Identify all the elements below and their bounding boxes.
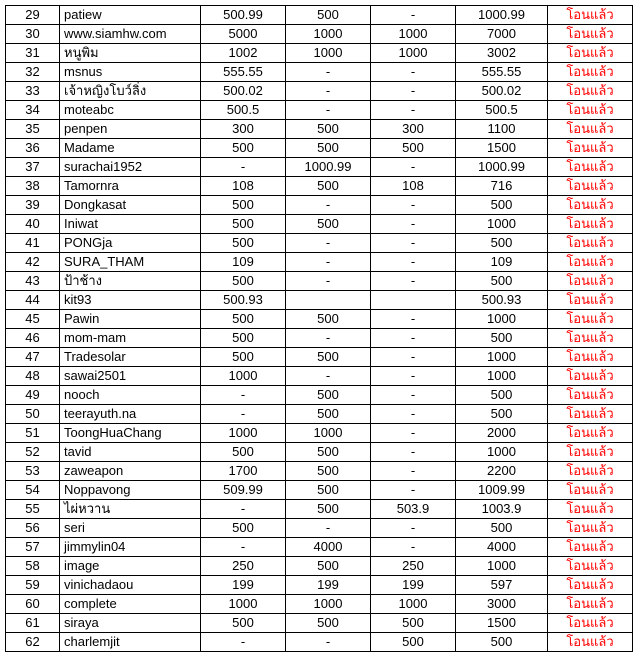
table-body (6, 6, 633, 652)
total-amount: 4000 (456, 538, 548, 557)
member-name: patiew (60, 6, 201, 25)
amount-3: - (371, 272, 456, 291)
total-amount: 500 (456, 234, 548, 253)
amount-2: - (286, 234, 371, 253)
total-amount: 1000.99 (456, 6, 548, 25)
amount-2: 1000 (286, 25, 371, 44)
amount-2: 4000 (286, 538, 371, 557)
amount-2: - (286, 519, 371, 538)
transfer-status: โอนแล้ว (548, 272, 633, 291)
member-name: Noppavong (60, 481, 201, 500)
amount-2: 1000 (286, 424, 371, 443)
amount-1: 500 (201, 139, 286, 158)
total-amount: 1500 (456, 139, 548, 158)
table-row (6, 405, 633, 424)
member-name: ป้าช้าง (60, 272, 201, 291)
member-name: penpen (60, 120, 201, 139)
member-name: หนูพิม (60, 44, 201, 63)
row-number: 51 (6, 424, 60, 443)
member-name: msnus (60, 63, 201, 82)
total-amount: 500 (456, 519, 548, 538)
amount-3: - (371, 443, 456, 462)
amount-3: - (371, 329, 456, 348)
member-name: surachai1952 (60, 158, 201, 177)
amount-3: 500 (371, 614, 456, 633)
amount-3: - (371, 367, 456, 386)
total-amount: 1000 (456, 367, 548, 386)
row-number: 46 (6, 329, 60, 348)
amount-1: - (201, 405, 286, 424)
amount-2: - (286, 82, 371, 101)
amount-1: 250 (201, 557, 286, 576)
amount-1: 109 (201, 253, 286, 272)
amount-1: 300 (201, 120, 286, 139)
amount-3: - (371, 82, 456, 101)
amount-2 (286, 291, 371, 310)
amount-2: 500 (286, 386, 371, 405)
amount-2: 500 (286, 405, 371, 424)
total-amount: 500 (456, 329, 548, 348)
member-name: zaweapon (60, 462, 201, 481)
amount-1: 1000 (201, 424, 286, 443)
member-name: ToongHuaChang (60, 424, 201, 443)
transfer-status: โอนแล้ว (548, 614, 633, 633)
amount-1: 500 (201, 443, 286, 462)
total-amount: 500.5 (456, 101, 548, 120)
transfer-status: โอนแล้ว (548, 6, 633, 25)
total-amount: 1100 (456, 120, 548, 139)
amount-2: - (286, 253, 371, 272)
table-row (6, 196, 633, 215)
table-row (6, 519, 633, 538)
amount-2: 500 (286, 310, 371, 329)
member-name: tavid (60, 443, 201, 462)
member-name: เจ้าหญิงโบว์ลิ่ง (60, 82, 201, 101)
table-row (6, 481, 633, 500)
transfer-status: โอนแล้ว (548, 25, 633, 44)
total-amount: 2000 (456, 424, 548, 443)
amount-3: 500 (371, 139, 456, 158)
amount-1: 500 (201, 215, 286, 234)
amount-3: 300 (371, 120, 456, 139)
table-row (6, 139, 633, 158)
amount-1: 1000 (201, 367, 286, 386)
amount-2: - (286, 367, 371, 386)
amount-1: 500 (201, 272, 286, 291)
amount-1: 108 (201, 177, 286, 196)
total-amount: 500 (456, 633, 548, 652)
total-amount: 3000 (456, 595, 548, 614)
member-name: Tamornra (60, 177, 201, 196)
donation-table (5, 5, 633, 652)
total-amount: 500.02 (456, 82, 548, 101)
transfer-status: โอนแล้ว (548, 367, 633, 386)
transfer-status: โอนแล้ว (548, 196, 633, 215)
amount-1: 509.99 (201, 481, 286, 500)
total-amount: 597 (456, 576, 548, 595)
amount-1: 500 (201, 234, 286, 253)
amount-1: - (201, 500, 286, 519)
transfer-status: โอนแล้ว (548, 595, 633, 614)
table-row (6, 101, 633, 120)
amount-1: 500.02 (201, 82, 286, 101)
total-amount: 7000 (456, 25, 548, 44)
amount-1: 500 (201, 348, 286, 367)
row-number: 48 (6, 367, 60, 386)
row-number: 50 (6, 405, 60, 424)
table-row (6, 595, 633, 614)
member-name: siraya (60, 614, 201, 633)
amount-3 (371, 291, 456, 310)
table-row (6, 633, 633, 652)
table-row (6, 329, 633, 348)
row-number: 29 (6, 6, 60, 25)
table-row (6, 310, 633, 329)
row-number: 42 (6, 253, 60, 272)
row-number: 61 (6, 614, 60, 633)
amount-1: 500 (201, 329, 286, 348)
total-amount: 1000 (456, 557, 548, 576)
amount-1: 500 (201, 196, 286, 215)
transfer-status: โอนแล้ว (548, 44, 633, 63)
amount-2: 500 (286, 139, 371, 158)
transfer-status: โอนแล้ว (548, 424, 633, 443)
row-number: 39 (6, 196, 60, 215)
member-name: charlemjit (60, 633, 201, 652)
total-amount: 109 (456, 253, 548, 272)
row-number: 45 (6, 310, 60, 329)
row-number: 59 (6, 576, 60, 595)
transfer-status: โอนแล้ว (548, 253, 633, 272)
total-amount: 1009.99 (456, 481, 548, 500)
amount-3: 1000 (371, 595, 456, 614)
table-row (6, 158, 633, 177)
amount-2: 500 (286, 443, 371, 462)
amount-3: - (371, 424, 456, 443)
amount-1: - (201, 538, 286, 557)
amount-3: - (371, 519, 456, 538)
amount-3: - (371, 6, 456, 25)
table-row (6, 443, 633, 462)
amount-1: 1700 (201, 462, 286, 481)
table-row (6, 538, 633, 557)
table-row (6, 25, 633, 44)
row-number: 43 (6, 272, 60, 291)
amount-2: - (286, 272, 371, 291)
amount-3: - (371, 253, 456, 272)
amount-2: 199 (286, 576, 371, 595)
amount-2: - (286, 196, 371, 215)
member-name: Tradesolar (60, 348, 201, 367)
row-number: 53 (6, 462, 60, 481)
row-number: 36 (6, 139, 60, 158)
transfer-status: โอนแล้ว (548, 481, 633, 500)
amount-3: 503.9 (371, 500, 456, 519)
amount-2: 500 (286, 557, 371, 576)
row-number: 52 (6, 443, 60, 462)
transfer-status: โอนแล้ว (548, 215, 633, 234)
transfer-status: โอนแล้ว (548, 329, 633, 348)
table-row (6, 424, 633, 443)
row-number: 30 (6, 25, 60, 44)
row-number: 49 (6, 386, 60, 405)
row-number: 55 (6, 500, 60, 519)
member-name: www.siamhw.com (60, 25, 201, 44)
row-number: 58 (6, 557, 60, 576)
amount-3: - (371, 462, 456, 481)
amount-3: - (371, 386, 456, 405)
table-row (6, 348, 633, 367)
table-row (6, 6, 633, 25)
amount-3: 1000 (371, 25, 456, 44)
row-number: 33 (6, 82, 60, 101)
table-row (6, 386, 633, 405)
transfer-status: โอนแล้ว (548, 443, 633, 462)
amount-3: - (371, 310, 456, 329)
amount-1: 555.55 (201, 63, 286, 82)
table-row (6, 576, 633, 595)
table-row (6, 272, 633, 291)
amount-1: 199 (201, 576, 286, 595)
transfer-status: โอนแล้ว (548, 234, 633, 253)
table-row (6, 215, 633, 234)
amount-3: - (371, 538, 456, 557)
member-name: ไผ่หวาน (60, 500, 201, 519)
member-name: PONGja (60, 234, 201, 253)
table-row (6, 120, 633, 139)
amount-1: - (201, 158, 286, 177)
table-row (6, 500, 633, 519)
total-amount: 555.55 (456, 63, 548, 82)
table-row (6, 234, 633, 253)
row-number: 44 (6, 291, 60, 310)
table-row (6, 367, 633, 386)
total-amount: 500 (456, 405, 548, 424)
transfer-status: โอนแล้ว (548, 557, 633, 576)
transfer-status: โอนแล้ว (548, 500, 633, 519)
transfer-status: โอนแล้ว (548, 405, 633, 424)
amount-2: 500 (286, 462, 371, 481)
transfer-status: โอนแล้ว (548, 139, 633, 158)
total-amount: 1003.9 (456, 500, 548, 519)
row-number: 60 (6, 595, 60, 614)
transfer-status: โอนแล้ว (548, 538, 633, 557)
amount-3: 1000 (371, 44, 456, 63)
amount-2: 1000 (286, 44, 371, 63)
row-number: 37 (6, 158, 60, 177)
member-name: jimmylin04 (60, 538, 201, 557)
transfer-status: โอนแล้ว (548, 158, 633, 177)
amount-2: - (286, 633, 371, 652)
amount-1: 500.93 (201, 291, 286, 310)
amount-3: - (371, 101, 456, 120)
total-amount: 3002 (456, 44, 548, 63)
transfer-status: โอนแล้ว (548, 519, 633, 538)
amount-3: 500 (371, 633, 456, 652)
row-number: 32 (6, 63, 60, 82)
transfer-status: โอนแล้ว (548, 462, 633, 481)
member-name: sawai2501 (60, 367, 201, 386)
member-name: teerayuth.na (60, 405, 201, 424)
table-row (6, 177, 633, 196)
transfer-status: โอนแล้ว (548, 348, 633, 367)
amount-3: - (371, 234, 456, 253)
member-name: kit93 (60, 291, 201, 310)
amount-3: - (371, 348, 456, 367)
member-name: moteabc (60, 101, 201, 120)
member-name: mom-mam (60, 329, 201, 348)
row-number: 34 (6, 101, 60, 120)
row-number: 41 (6, 234, 60, 253)
row-number: 40 (6, 215, 60, 234)
amount-2: 500 (286, 348, 371, 367)
total-amount: 1000 (456, 348, 548, 367)
amount-2: 1000 (286, 595, 371, 614)
transfer-status: โอนแล้ว (548, 82, 633, 101)
total-amount: 1000 (456, 443, 548, 462)
row-number: 47 (6, 348, 60, 367)
amount-3: - (371, 481, 456, 500)
amount-2: 1000.99 (286, 158, 371, 177)
member-name: nooch (60, 386, 201, 405)
member-name: SURA_THAM (60, 253, 201, 272)
amount-3: 108 (371, 177, 456, 196)
transfer-status: โอนแล้ว (548, 177, 633, 196)
total-amount: 716 (456, 177, 548, 196)
row-number: 31 (6, 44, 60, 63)
member-name: image (60, 557, 201, 576)
table-row (6, 253, 633, 272)
total-amount: 2200 (456, 462, 548, 481)
amount-1: 500 (201, 519, 286, 538)
amount-2: 500 (286, 6, 371, 25)
table-row (6, 614, 633, 633)
amount-2: 500 (286, 500, 371, 519)
amount-1: 500 (201, 614, 286, 633)
total-amount: 1000 (456, 215, 548, 234)
table-row (6, 462, 633, 481)
total-amount: 1000.99 (456, 158, 548, 177)
member-name: complete (60, 595, 201, 614)
amount-3: - (371, 63, 456, 82)
transfer-status: โอนแล้ว (548, 576, 633, 595)
table-row (6, 44, 633, 63)
amount-2: - (286, 101, 371, 120)
amount-2: 500 (286, 215, 371, 234)
amount-3: - (371, 215, 456, 234)
amount-3: 199 (371, 576, 456, 595)
amount-1: 1002 (201, 44, 286, 63)
table-row (6, 63, 633, 82)
amount-3: - (371, 158, 456, 177)
amount-2: 500 (286, 614, 371, 633)
amount-3: - (371, 405, 456, 424)
amount-1: 500 (201, 310, 286, 329)
row-number: 38 (6, 177, 60, 196)
amount-2: 500 (286, 177, 371, 196)
table-row (6, 82, 633, 101)
amount-3: 250 (371, 557, 456, 576)
amount-1: - (201, 633, 286, 652)
amount-1: 500.99 (201, 6, 286, 25)
row-number: 57 (6, 538, 60, 557)
transfer-status: โอนแล้ว (548, 386, 633, 405)
amount-2: 500 (286, 481, 371, 500)
amount-2: - (286, 63, 371, 82)
table-row (6, 557, 633, 576)
row-number: 54 (6, 481, 60, 500)
row-number: 62 (6, 633, 60, 652)
member-name: Iniwat (60, 215, 201, 234)
member-name: seri (60, 519, 201, 538)
transfer-status: โอนแล้ว (548, 101, 633, 120)
table-row (6, 291, 633, 310)
transfer-status: โอนแล้ว (548, 633, 633, 652)
member-name: Madame (60, 139, 201, 158)
amount-1: 5000 (201, 25, 286, 44)
transfer-status: โอนแล้ว (548, 291, 633, 310)
total-amount: 500.93 (456, 291, 548, 310)
amount-1: 500.5 (201, 101, 286, 120)
member-name: Dongkasat (60, 196, 201, 215)
amount-1: - (201, 386, 286, 405)
transfer-status: โอนแล้ว (548, 120, 633, 139)
amount-2: 500 (286, 120, 371, 139)
row-number: 35 (6, 120, 60, 139)
total-amount: 500 (456, 272, 548, 291)
total-amount: 1000 (456, 310, 548, 329)
amount-1: 1000 (201, 595, 286, 614)
row-number: 56 (6, 519, 60, 538)
member-name: Pawin (60, 310, 201, 329)
total-amount: 1500 (456, 614, 548, 633)
amount-2: - (286, 329, 371, 348)
member-name: vinichadaou (60, 576, 201, 595)
transfer-status: โอนแล้ว (548, 310, 633, 329)
total-amount: 500 (456, 386, 548, 405)
total-amount: 500 (456, 196, 548, 215)
transfer-status: โอนแล้ว (548, 63, 633, 82)
amount-3: - (371, 196, 456, 215)
